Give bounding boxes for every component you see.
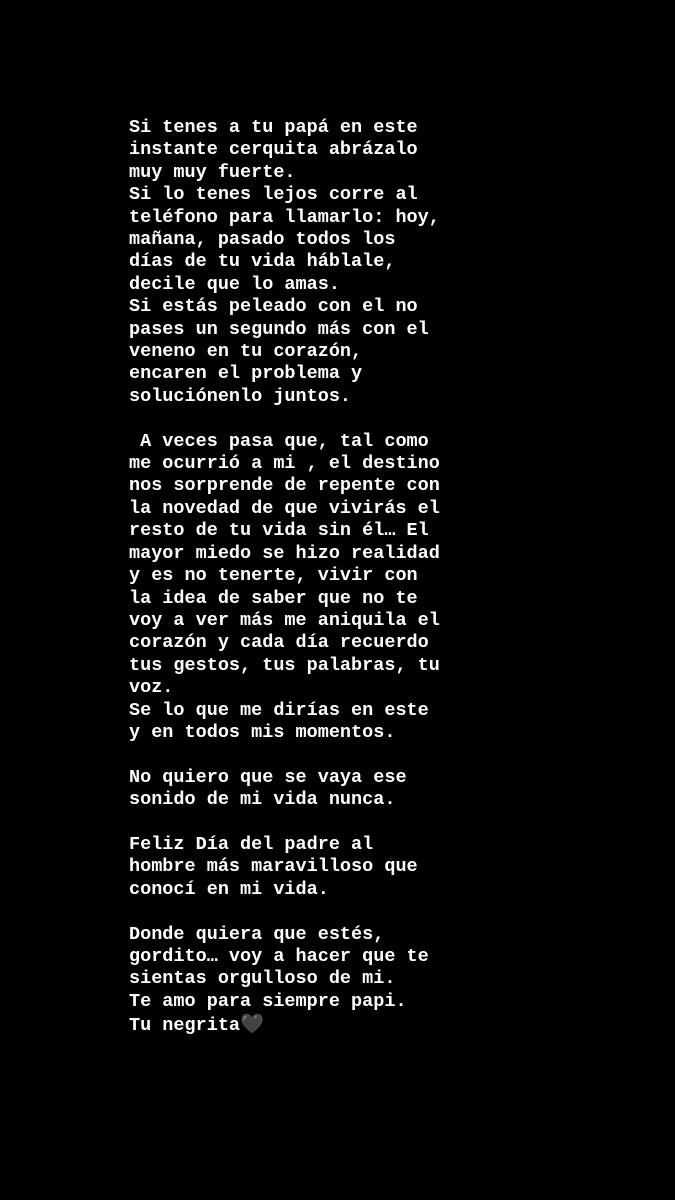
story-line bbox=[129, 856, 649, 878]
story-line bbox=[129, 296, 649, 318]
story-line bbox=[129, 655, 649, 677]
story-line bbox=[129, 924, 649, 946]
story-paragraph bbox=[129, 117, 649, 408]
story-line bbox=[129, 184, 649, 206]
story-line bbox=[129, 520, 649, 542]
story-line-text: encaren el problema y bbox=[129, 363, 363, 385]
story-line-text: gordito… voy a hacer que te bbox=[129, 945, 429, 967]
story-line bbox=[129, 946, 649, 968]
story-line bbox=[129, 475, 649, 497]
story-paragraph bbox=[129, 834, 649, 901]
black-heart-icon: 🖤 bbox=[240, 1013, 264, 1036]
story-line bbox=[129, 341, 649, 363]
story-line bbox=[129, 722, 649, 744]
story-line bbox=[129, 274, 649, 296]
story-line-text: voz. bbox=[129, 677, 174, 699]
story-line bbox=[129, 363, 649, 385]
story-line bbox=[129, 229, 649, 251]
story-line-text: sonido de mi vida nunca. bbox=[129, 789, 396, 811]
story-line bbox=[129, 207, 649, 229]
story-line-text: Tu negrita bbox=[129, 1015, 241, 1037]
story-line-text: resto de tu vida sin él… El bbox=[129, 520, 429, 542]
story-line bbox=[129, 251, 649, 273]
story-text-block bbox=[129, 117, 649, 1038]
story-line bbox=[129, 632, 649, 654]
story-line-text: Feliz Día del padre al bbox=[129, 833, 374, 855]
story-line-text: Si tenes a tu papá en este bbox=[129, 117, 418, 138]
story-line bbox=[129, 386, 649, 408]
story-line bbox=[129, 610, 649, 632]
story-line-text: Si lo tenes lejos corre al bbox=[129, 184, 418, 206]
story-line-text: voy a ver más me aniquila el bbox=[129, 609, 440, 631]
story-line-text: la idea de saber que no te bbox=[129, 587, 418, 609]
story-line bbox=[129, 767, 649, 789]
story-line bbox=[129, 162, 649, 184]
story-line bbox=[129, 543, 649, 565]
story-line-text: soluciónenlo juntos. bbox=[129, 385, 352, 407]
story-line-text: nos sorprende de repente con bbox=[129, 475, 440, 497]
story-line-text: No quiero que se vaya ese bbox=[129, 766, 407, 788]
story-line-text: mayor miedo se hizo realidad bbox=[129, 542, 440, 564]
story-line-text: corazón y cada día recuerdo bbox=[129, 632, 429, 654]
story-paragraph bbox=[129, 767, 649, 812]
story-line-text: decile que lo amas. bbox=[129, 273, 340, 295]
story-line-text: instante cerquita abrázalo bbox=[129, 139, 418, 161]
story-line-text: muy muy fuerte. bbox=[129, 161, 296, 183]
story-line-text: días de tu vida háblale, bbox=[129, 251, 396, 273]
story-line-text: pases un segundo más con el bbox=[129, 318, 429, 340]
story-line bbox=[129, 117, 649, 139]
story-line bbox=[129, 789, 649, 811]
story-line-text: y en todos mis momentos. bbox=[129, 721, 396, 743]
story-line bbox=[129, 700, 649, 722]
story-line bbox=[129, 968, 649, 990]
story-line bbox=[129, 498, 649, 520]
story-line bbox=[129, 453, 649, 475]
story-line-text: Si estás peleado con el no bbox=[129, 296, 418, 318]
story-line-text: veneno en tu corazón, bbox=[129, 341, 363, 363]
story-line-text: mañana, pasado todos los bbox=[129, 229, 396, 251]
story-line-text: la novedad de que vivirás el bbox=[129, 497, 440, 519]
story-line-text: A veces pasa que, tal como bbox=[129, 430, 429, 452]
story-line bbox=[129, 139, 649, 161]
story-line-text: Te amo para siempre papi. bbox=[129, 990, 407, 1012]
story-line bbox=[129, 588, 649, 610]
story-line-text: conocí en mi vida. bbox=[129, 878, 329, 900]
story-line-text: Donde quiera que estés, bbox=[129, 923, 385, 945]
story-line-text: tus gestos, tus palabras, tu bbox=[129, 654, 440, 676]
story-line-text: hombre más maravilloso que bbox=[129, 856, 418, 878]
story-line bbox=[129, 431, 649, 453]
story-paragraph bbox=[129, 431, 649, 745]
story-paragraph bbox=[129, 924, 649, 1038]
story-line-text: sientas orgulloso de mi. bbox=[129, 968, 396, 990]
story-line-text: teléfono para llamarlo: hoy, bbox=[129, 206, 440, 228]
story-line bbox=[129, 879, 649, 901]
story-line bbox=[129, 991, 649, 1013]
story-line-text: y es no tenerte, vivir con bbox=[129, 565, 418, 587]
story-line bbox=[129, 834, 649, 856]
story-line bbox=[129, 1013, 649, 1037]
story-line-text: me ocurrió a mi , el destino bbox=[129, 453, 440, 475]
story-line bbox=[129, 677, 649, 699]
story-line bbox=[129, 319, 649, 341]
story-line-text: Se lo que me dirías en este bbox=[129, 699, 429, 721]
story-line bbox=[129, 565, 649, 587]
